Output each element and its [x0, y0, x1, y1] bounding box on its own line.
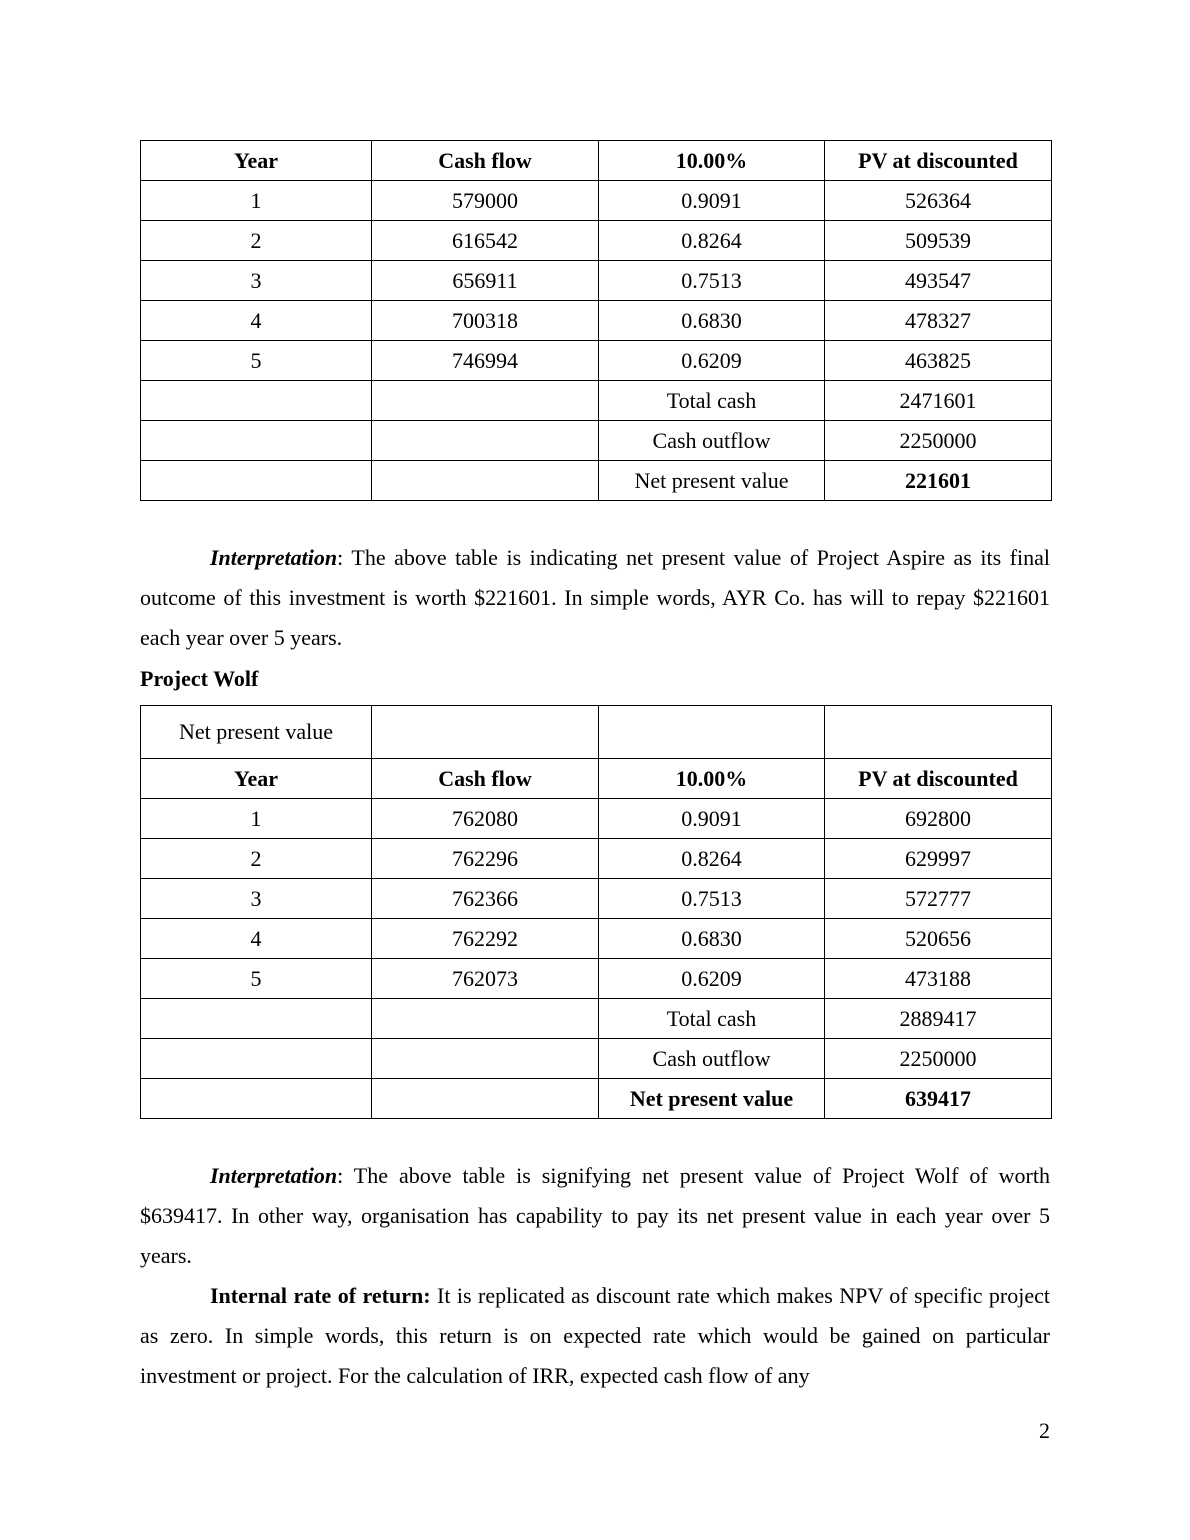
empty-cell — [372, 999, 599, 1039]
table-row — [141, 261, 1052, 301]
empty-cell — [372, 706, 599, 759]
summary-value: 2471601 — [825, 381, 1052, 421]
summary-row — [141, 421, 1052, 461]
table-row — [141, 341, 1052, 381]
paragraph-text: It is replicated as discount rate which makes NPV of specific project as zero. In simple words, this return is on expected rate which would be gained on particular investment or project. For the calculation of IRR, expected cash flow of any — [140, 1283, 1050, 1388]
empty-cell — [372, 461, 599, 501]
summary-row — [141, 1039, 1052, 1079]
summary-label: Cash outflow — [599, 421, 825, 461]
year-cell: 4 — [141, 301, 372, 341]
empty-cell — [141, 1039, 372, 1079]
discount-factor-cell: 0.8264 — [599, 221, 825, 261]
empty-cell — [372, 381, 599, 421]
header-cell: Year — [141, 141, 372, 181]
discount-factor-cell: 0.6830 — [599, 301, 825, 341]
page-number: 2 — [1039, 1418, 1050, 1443]
pv-cell: 478327 — [825, 301, 1052, 341]
cash-flow-cell: 700318 — [372, 301, 599, 341]
table-title-cell: Net present value — [141, 706, 372, 759]
empty-cell — [372, 1039, 599, 1079]
year-cell: 1 — [141, 181, 372, 221]
table-header-row — [141, 141, 1052, 181]
empty-cell — [141, 381, 372, 421]
pv-cell: 526364 — [825, 181, 1052, 221]
pv-cell: 509539 — [825, 221, 1052, 261]
year-cell: 5 — [141, 341, 372, 381]
pv-cell: 520656 — [825, 919, 1052, 959]
summary-row — [141, 381, 1052, 421]
paragraph-label: Internal rate of return: — [210, 1283, 431, 1308]
table-row — [141, 839, 1052, 879]
cash-flow-cell: 762292 — [372, 919, 599, 959]
summary-value: 2250000 — [825, 421, 1052, 461]
year-cell: 2 — [141, 839, 372, 879]
empty-cell — [599, 706, 825, 759]
summary-label: Total cash — [599, 999, 825, 1039]
discount-factor-cell: 0.6209 — [599, 959, 825, 999]
cash-flow-cell: 762073 — [372, 959, 599, 999]
cash-flow-cell: 762366 — [372, 879, 599, 919]
header-cell: Cash flow — [372, 759, 599, 799]
interpretation-paragraph-wolf — [140, 1156, 1050, 1276]
irr-paragraph — [140, 1276, 1050, 1396]
year-cell: 3 — [141, 879, 372, 919]
summary-label: Cash outflow — [599, 1039, 825, 1079]
pv-cell: 692800 — [825, 799, 1052, 839]
paragraph-text: : The above table is indicating net present value of Project Aspire as its final outcome of this investment is worth $221601. In simple words, AYR Co. has will to repay $221601 each year over 5 years. — [140, 545, 1050, 650]
table-row — [141, 799, 1052, 839]
empty-cell — [825, 706, 1052, 759]
table-row — [141, 879, 1052, 919]
summary-label: Net present value — [599, 461, 825, 501]
npv-table-wolf — [140, 705, 1052, 1119]
table-header-row — [141, 759, 1052, 799]
pv-cell: 463825 — [825, 341, 1052, 381]
pv-cell: 493547 — [825, 261, 1052, 301]
discount-factor-cell: 0.9091 — [599, 181, 825, 221]
table-row — [141, 919, 1052, 959]
cash-flow-cell: 762296 — [372, 839, 599, 879]
empty-cell — [372, 1079, 599, 1119]
empty-cell — [141, 1079, 372, 1119]
table-title-row — [141, 706, 1052, 759]
section-heading-project-wolf: Project Wolf — [140, 666, 259, 691]
summary-label: Net present value — [599, 1079, 825, 1119]
discount-factor-cell: 0.6830 — [599, 919, 825, 959]
empty-cell — [141, 999, 372, 1039]
discount-factor-cell: 0.6209 — [599, 341, 825, 381]
interpretation-paragraph-aspire — [140, 538, 1050, 658]
header-cell: PV at discounted — [825, 141, 1052, 181]
summary-row — [141, 461, 1052, 501]
header-cell: 10.00% — [599, 141, 825, 181]
discount-factor-cell: 0.8264 — [599, 839, 825, 879]
summary-value: 221601 — [825, 461, 1052, 501]
paragraph-label: Interpretation — [210, 1163, 338, 1188]
empty-cell — [141, 461, 372, 501]
header-cell: Cash flow — [372, 141, 599, 181]
cash-flow-cell: 762080 — [372, 799, 599, 839]
empty-cell — [372, 421, 599, 461]
discount-factor-cell: 0.7513 — [599, 261, 825, 301]
summary-row — [141, 999, 1052, 1039]
pv-cell: 473188 — [825, 959, 1052, 999]
table-row — [141, 221, 1052, 261]
year-cell: 4 — [141, 919, 372, 959]
cash-flow-cell: 616542 — [372, 221, 599, 261]
year-cell: 3 — [141, 261, 372, 301]
discount-factor-cell: 0.7513 — [599, 879, 825, 919]
pv-cell: 629997 — [825, 839, 1052, 879]
summary-value: 2250000 — [825, 1039, 1052, 1079]
cash-flow-cell: 656911 — [372, 261, 599, 301]
table-row — [141, 181, 1052, 221]
year-cell: 1 — [141, 799, 372, 839]
cash-flow-cell: 579000 — [372, 181, 599, 221]
table-row — [141, 301, 1052, 341]
header-cell: 10.00% — [599, 759, 825, 799]
year-cell: 5 — [141, 959, 372, 999]
summary-row — [141, 1079, 1052, 1119]
table-row — [141, 959, 1052, 999]
pv-cell: 572777 — [825, 879, 1052, 919]
cash-flow-cell: 746994 — [372, 341, 599, 381]
npv-table-aspire — [140, 140, 1052, 501]
empty-cell — [141, 421, 372, 461]
paragraph-label: Interpretation — [210, 545, 338, 570]
header-cell: Year — [141, 759, 372, 799]
paragraph-text: : The above table is signifying net present value of Project Wolf of worth $639417. In other way, organisation has capability to pay its net present value in each year over 5 years. — [140, 1163, 1050, 1268]
discount-factor-cell: 0.9091 — [599, 799, 825, 839]
summary-label: Total cash — [599, 381, 825, 421]
header-cell: PV at discounted — [825, 759, 1052, 799]
summary-value: 639417 — [825, 1079, 1052, 1119]
year-cell: 2 — [141, 221, 372, 261]
summary-value: 2889417 — [825, 999, 1052, 1039]
